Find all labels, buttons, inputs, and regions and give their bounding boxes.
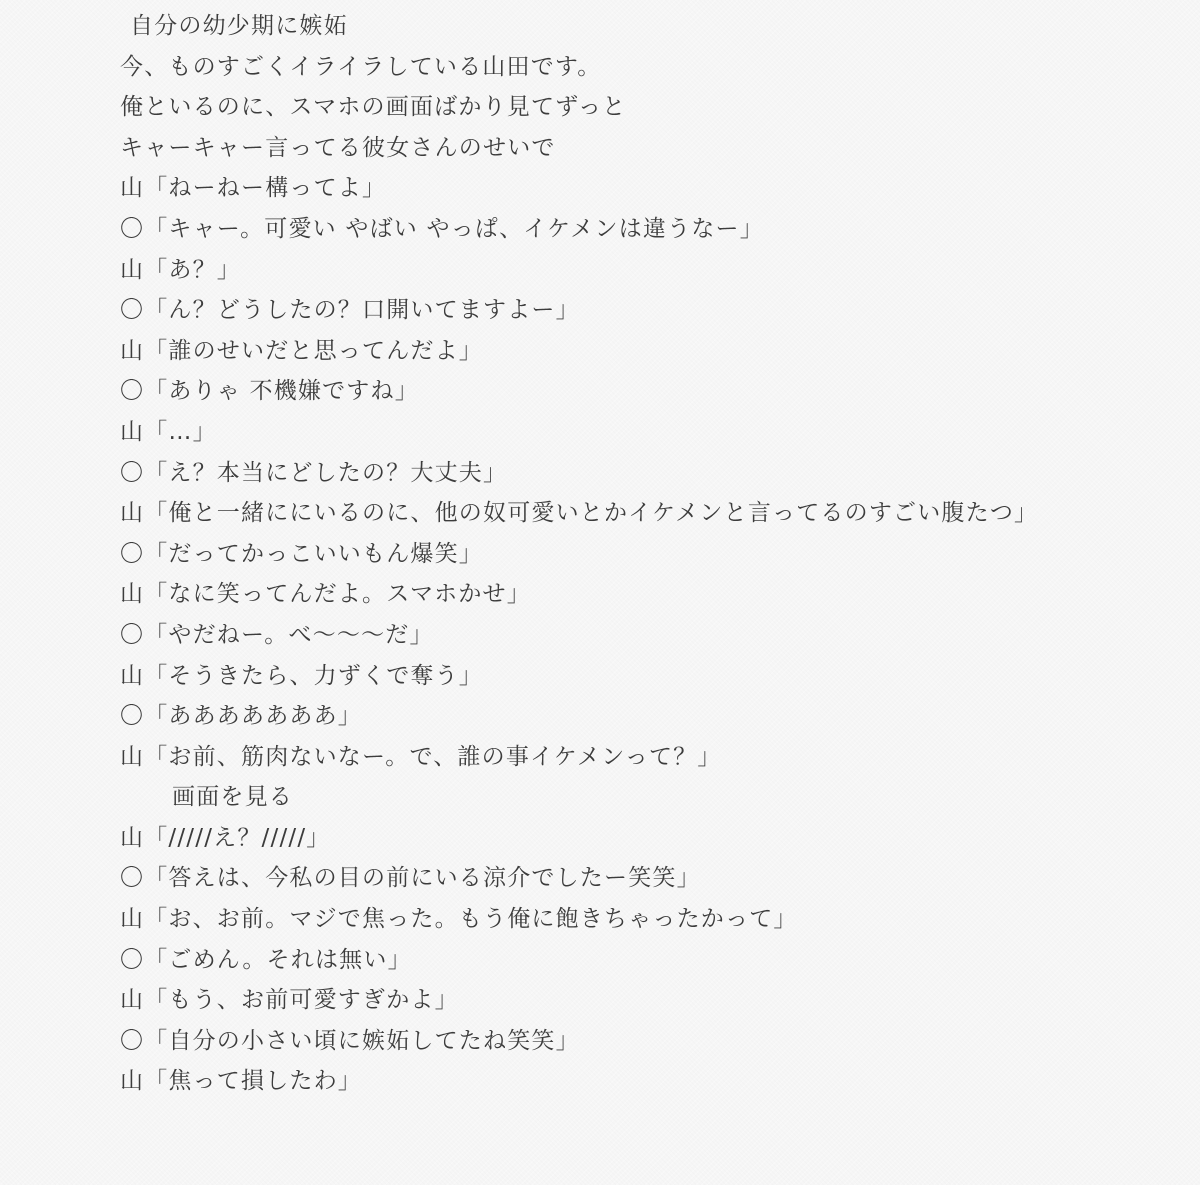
dialogue-line: 〇「自分の小さい頃に嫉妬してたね笑笑」 [120,1027,580,1054]
dialogue-line: 〇「あああああああ」 [120,703,362,730]
dialogue-line: 山「あ？」 [120,256,241,283]
dialogue-line: 山「そうきたら、力ずくで奪う」 [120,662,483,689]
note-title: 自分の幼少期に嫉妬 [130,13,348,39]
dialogue-line: 〇「やだねー。べ〜〜〜だ」 [120,621,434,648]
text-line: 俺といるのに、スマホの画面ばかり見てずっと [120,94,627,121]
dialogue-line: 〇「キャー。可愛い やばい やっぱ、イケメンは違うなー」 [120,215,764,242]
dialogue-line: 山「焦って損したわ」 [120,1068,362,1095]
dialogue-line: 山「もう、お前可愛すぎかよ」 [120,987,459,1014]
dialogue-line: 山「ねーねー構ってよ」 [120,175,387,202]
dialogue-line: 山「お、お前。マジで焦った。もう俺に飽きちゃったかって」 [120,906,798,933]
dialogue-line: 〇「ごめん。それは無い」 [120,946,412,973]
dialogue-line: 〇「だってかっこいいもん爆笑」 [120,540,483,567]
text-line: 今、ものすごくイライラしている山田です。 [120,53,602,80]
dialogue-line: 山「誰のせいだと思ってんだよ」 [120,337,483,364]
dialogue-line: 山「俺と一緒ににいるのに、他の奴可愛いとかイケメンと言ってるのすごい腹たつ」 [120,500,1039,527]
dialogue-line: 山「…」 [120,418,217,445]
dialogue-line: 山「/////え？/////」 [120,824,331,851]
note-body [120,6,1180,1102]
dialogue-line: 山「お前、筋肉ないなー。で、誰の事イケメンって？」 [120,743,722,770]
stage-direction-line: 画面を見る [172,784,293,811]
dialogue-line: 〇「答えは、今私の目の前にいる涼介でしたー笑笑」 [120,865,701,892]
text-line: キャーキャー言ってる彼女さんのせいで [120,134,556,161]
dialogue-line: 山「なに笑ってんだよ。スマホかせ」 [120,581,531,608]
dialogue-line: 〇「ありゃ 不機嫌ですね」 [120,378,419,405]
dialogue-line: 〇「ん？どうしたの？口開いてますよー」 [120,297,580,324]
dialogue-line: 〇「え？本当にどしたの？大丈夫」 [120,459,508,486]
